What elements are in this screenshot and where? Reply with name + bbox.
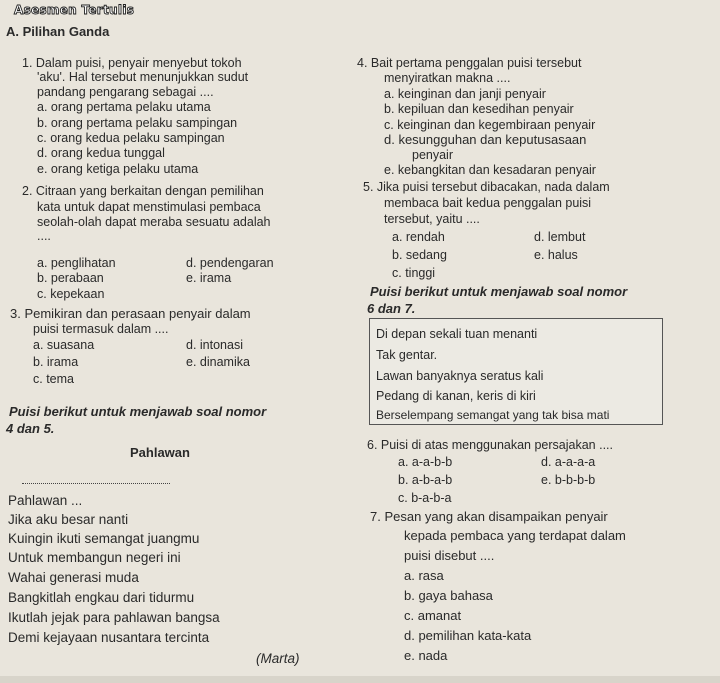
option-d: d. intonasi [186, 338, 243, 352]
option-d: d. kesungguhan dan keputusasaan [384, 132, 587, 147]
option-b: b. perabaan [37, 271, 104, 285]
page-bottom-edge [0, 676, 720, 683]
option-e: e. kebangkitan dan kesadaran penyair [384, 163, 596, 177]
question-4-text: 4. Bait pertama penggalan puisi tersebut [357, 56, 582, 70]
option-b: b. kepiluan dan kesedihan penyair [384, 102, 574, 116]
option-c: c. keinginan dan kegembiraan penyair [384, 118, 596, 132]
poem-excerpt-box [369, 318, 663, 425]
option-b: b. gaya bahasa [404, 588, 493, 603]
option-e: e. b-b-b-b [541, 473, 596, 487]
option-e: e. orang ketiga pelaku utama [37, 162, 199, 176]
question-4-text: menyiratkan makna .... [384, 71, 511, 85]
poem-line: Untuk membangun negeri ini [8, 550, 181, 565]
dotted-separator [22, 483, 170, 484]
poem-line: Jika aku besar nanti [8, 512, 129, 527]
poem-line: Pahlawan ... [8, 493, 83, 508]
option-e: e. nada [404, 648, 448, 663]
option-b: b. a-b-a-b [398, 473, 453, 487]
question-7-text: kepada pembaca yang terdapat dalam [404, 528, 626, 543]
poem-line: Bangkitlah engkau dari tidurmu [8, 590, 195, 605]
question-5-text: membaca bait kedua penggalan puisi [384, 196, 592, 210]
option-c: c. b-a-b-a [398, 491, 452, 505]
option-b: b. orang pertama pelaku sampingan [37, 116, 238, 130]
poem-line: Di depan sekali tuan menanti [376, 327, 538, 341]
option-c: c. kepekaan [37, 287, 105, 301]
option-a: a. rendah [392, 230, 445, 244]
question-5-text: tersebut, yaitu .... [384, 212, 480, 226]
option-d: d. orang kedua tunggal [37, 146, 165, 160]
instruction-6-7: 6 dan 7. [367, 301, 416, 316]
poem-author: (Marta) [256, 651, 300, 666]
option-e: e. irama [186, 271, 232, 285]
poem-line: Berselempang semangat yang tak bisa mati [376, 408, 610, 422]
poem-line: Ikutlah jejak para pahlawan bangsa [8, 610, 220, 625]
option-c: c. amanat [404, 608, 462, 623]
question-2-text: .... [37, 229, 51, 243]
option-a: a. rasa [404, 568, 444, 583]
instruction-4-5: 4 dan 5. [6, 421, 55, 436]
question-1-text: 'aku'. Hal tersebut menunjukkan sudut [37, 70, 249, 84]
question-1-text: pandang pengarang sebagai .... [37, 85, 214, 99]
option-d: d. a-a-a-a [541, 455, 596, 469]
question-2-text: kata untuk dapat menstimulasi pembaca [37, 200, 261, 214]
question-7-text: puisi disebut .... [404, 548, 495, 563]
option-a: a. a-a-b-b [398, 455, 453, 469]
question-2-text: seolah-olah dapat meraba sesuatu adalah [37, 215, 271, 229]
question-7-text: 7. Pesan yang akan disampaikan penyair [370, 509, 608, 524]
option-e: e. dinamika [186, 355, 250, 369]
section-a-title: A. Pilihan Ganda [6, 24, 110, 39]
option-c: c. tinggi [392, 266, 436, 280]
section-header-tag: Asesmen Tertulis [14, 3, 135, 17]
poem-line: Lawan banyaknya seratus kali [376, 369, 544, 383]
instruction-6-7: Puisi berikut untuk menjawab soal nomor [370, 284, 628, 299]
option-d: d. pemilihan kata-kata [404, 628, 532, 643]
instruction-4-5: Puisi berikut untuk menjawab soal nomor [9, 404, 267, 419]
option-b: b. irama [33, 355, 79, 369]
option-b: b. sedang [392, 248, 447, 262]
option-d: d. pendengaran [186, 256, 274, 270]
question-6-text: 6. Puisi di atas menggunakan persajakan .... [367, 438, 613, 452]
question-2-text: 2. Citraan yang berkaitan dengan pemilihan [22, 184, 264, 198]
question-1-text: 1. Dalam puisi, penyair menyebut tokoh [22, 56, 242, 70]
option-a: a. penglihatan [37, 256, 116, 270]
option-d: d. lembut [534, 230, 586, 244]
poem-line: Wahai generasi muda [8, 570, 139, 585]
option-c: c. tema [33, 372, 74, 386]
question-3-text: puisi termasuk dalam .... [33, 322, 169, 336]
option-a: a. orang pertama pelaku utama [37, 100, 211, 114]
question-3-text: 3. Pemikiran dan perasaan penyair dalam [10, 306, 251, 321]
option-e: e. halus [534, 248, 578, 262]
question-5-text: 5. Jika puisi tersebut dibacakan, nada dalam [363, 180, 610, 194]
option-a: a. suasana [33, 338, 95, 352]
poem-line: Kuingin ikuti semangat juangmu [8, 531, 200, 546]
poem-line: Pedang di kanan, keris di kiri [376, 389, 536, 403]
poem-title: Pahlawan [130, 445, 190, 460]
option-c: c. orang kedua pelaku sampingan [37, 131, 225, 145]
poem-line: Demi kejayaan nusantara tercinta [8, 630, 210, 645]
option-d: penyair [412, 148, 453, 162]
option-a: a. keinginan dan janji penyair [384, 87, 546, 101]
poem-line: Tak gentar. [376, 348, 438, 362]
